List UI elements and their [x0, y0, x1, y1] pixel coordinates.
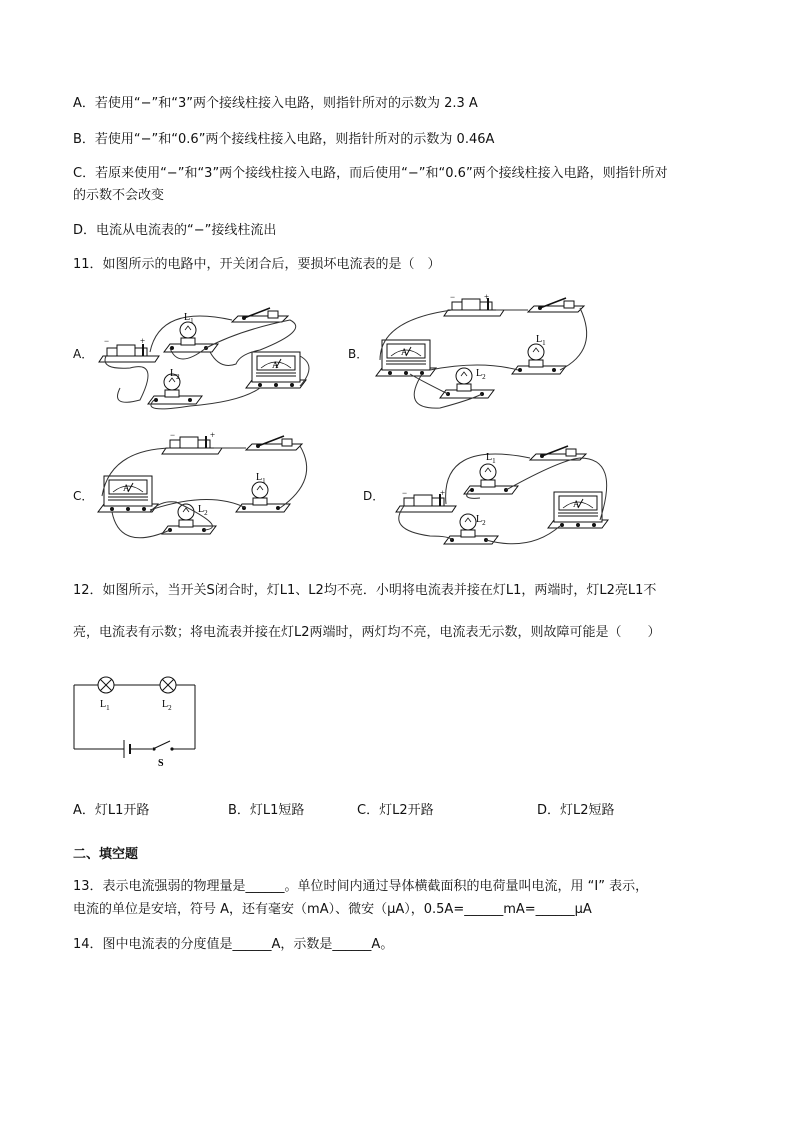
minus-sign: − [450, 292, 456, 302]
q11-figure-b [376, 292, 587, 408]
section-title: 二、填空题 [73, 847, 139, 862]
label-l1: $L_1$ [536, 334, 546, 347]
label-l2: $L_2$ [198, 504, 208, 517]
ammeter-letter: A [401, 347, 408, 357]
ammeter-icon [376, 340, 436, 376]
q11-stem: 11．如图所示的电路中，开关闭合后，要损坏电流表的是（ ） [73, 257, 441, 272]
svg-text:L1: $L_1$ [100, 699, 110, 712]
q12-stem-line1 [73, 582, 656, 600]
q10-option-c-line1: C．若原来使用“−”和“3”两个接线柱接入电路，而后使用“−”和“0.6”两个接线柱接入电路，则指针所对 [73, 166, 668, 181]
q10-option-b: B．若使用“−”和“0.6”两个接线柱接入电路，则指针所对的示数为 0.46A [73, 132, 495, 147]
switch-icon [528, 298, 584, 312]
ammeter-letter: A [573, 499, 580, 509]
q12-stem-line2 [73, 624, 661, 642]
q13-line2: 电流的单位是安培，符号 A，还有毫安（mA）、微安（μA），0.5A=______mA=______μA [73, 902, 592, 917]
switch-symbol [155, 741, 170, 748]
q13-line1: 13．表示电流强弱的物理量是______。单位时间内通过导体横截面积的电荷量叫电流，用 “I” 表示， [73, 879, 649, 894]
plus-sign: + [484, 292, 490, 302]
ammeter-letter: A [123, 483, 130, 493]
q11-circuit-figures [0, 290, 793, 560]
ammeter-icon [246, 352, 306, 388]
q12-option-c: C．灯L2开路 [357, 803, 434, 818]
label-l1: $L_1$ [486, 452, 496, 465]
plus-sign: + [440, 488, 446, 498]
q14-line1: 14．图中电流表的分度值是______A，示数是______A。 [73, 937, 394, 952]
q12-circuit-diagram [60, 670, 220, 770]
q12-stem-text: 亮，电流表有示数；将电流表并接在灯L2两端时，两灯均不亮，电流表无示数，则故障可能是（ ） [73, 625, 661, 640]
q11-figure-a [99, 308, 309, 409]
switch-icon [232, 308, 288, 322]
label-l2: $L_2$ [476, 368, 486, 381]
q11-label-a: A． [73, 347, 94, 361]
q11-figure-d [396, 446, 608, 544]
q12-stem-text: 12．如图所示，当开关S闭合时，灯L1、L2均不亮．小明将电流表并接在灯L1，两端时，灯L2亮L1不 [73, 583, 657, 598]
fig-label-l1: L [100, 699, 107, 710]
svg-text:L2: $L_2$ [162, 699, 172, 712]
fig-label-l2: L [162, 699, 169, 710]
label-l1: $L_1$ [256, 472, 266, 485]
bulb-icon [164, 322, 218, 352]
q11-label-b: B． [348, 347, 369, 361]
ammeter-letter: A [272, 360, 279, 370]
q11-figure-c [98, 430, 307, 538]
ammeter-icon [548, 492, 608, 528]
minus-sign: − [104, 336, 110, 346]
bulb-icon [512, 344, 566, 374]
q10-option-a: A．若使用“−”和“3”两个接线柱接入电路，则指针所对的示数为 2.3 A [73, 96, 478, 111]
minus-sign: − [170, 430, 176, 440]
q12-option-b: B．灯L1短路 [228, 803, 305, 818]
ammeter-icon [98, 476, 158, 512]
q12-option-d: D．灯L2短路 [537, 803, 615, 818]
label-l2: $L_2$ [476, 514, 486, 527]
minus-sign: − [402, 488, 408, 498]
bulb-icon [464, 464, 518, 494]
battery-icon [99, 344, 159, 362]
label-l2: $L_2$ [170, 368, 180, 381]
q11-label-d: D． [363, 489, 385, 503]
plus-sign: + [140, 336, 146, 346]
q11-label-c: C． [73, 489, 94, 503]
q10-option-d: D．电流从电流表的“−”接线柱流出 [73, 223, 277, 238]
label-l1: $L_1$ [184, 312, 194, 325]
fig-label-s: S [158, 758, 164, 769]
q12-option-a: A．灯L1开路 [73, 803, 150, 818]
plus-sign: + [210, 430, 216, 440]
switch-icon [246, 436, 302, 450]
q10-option-c-line2: 的示数不会改变 [73, 188, 165, 203]
